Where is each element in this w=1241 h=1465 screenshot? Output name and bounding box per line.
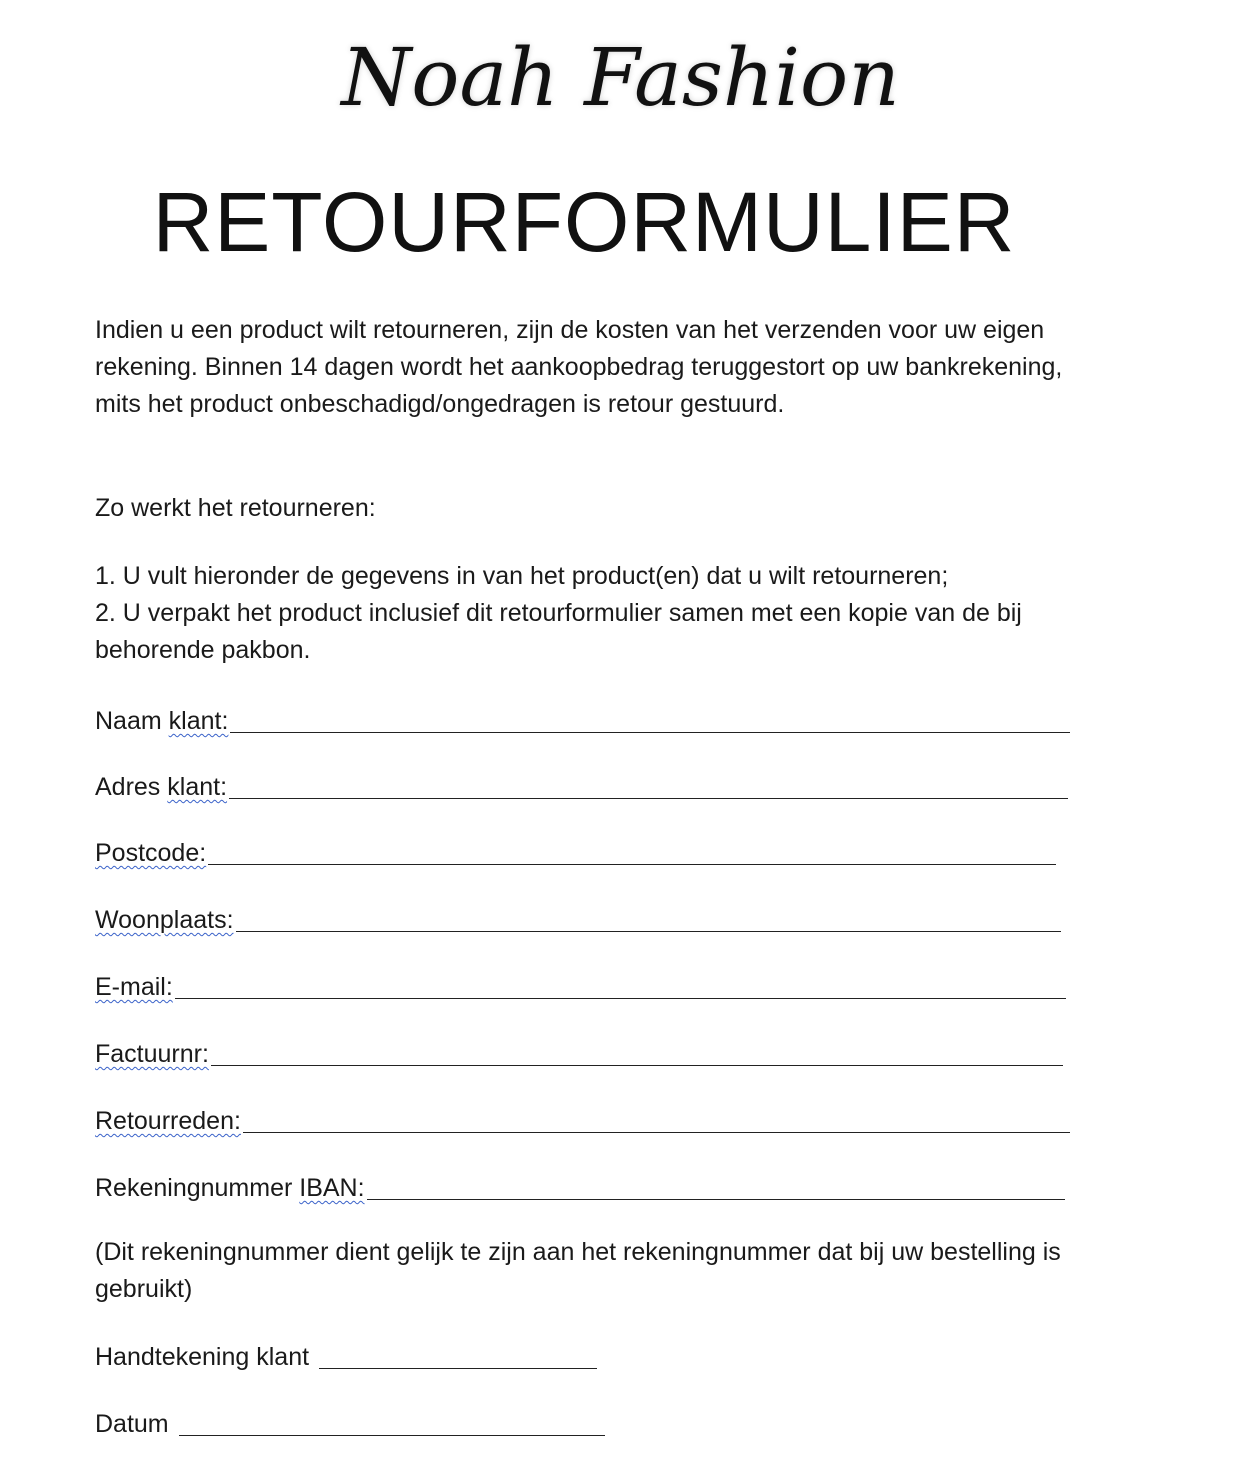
retourreden-input-line[interactable]	[243, 1131, 1070, 1133]
woonplaats-label: Woonplaats:	[95, 906, 234, 934]
iban-input-line[interactable]	[367, 1198, 1065, 1200]
howto-steps	[95, 558, 1105, 669]
adres-klant-input-line[interactable]	[229, 797, 1068, 799]
postcode-label: Postcode:	[95, 839, 207, 867]
retourreden-label: Retourreden:	[95, 1107, 241, 1135]
adres-label-squiggle: klant:	[167, 773, 228, 801]
iban-note	[95, 1234, 1105, 1308]
field-naam-klant[interactable]	[95, 700, 1070, 736]
step-1: 1. U vult hieronder de gegevens in van het product(en) dat u wilt retourneren;	[95, 562, 949, 590]
naam-label-squiggle: klant:	[168, 707, 229, 735]
page-title: RETOURFORMULIER	[152, 175, 1016, 269]
iban-note-text: (Dit rekeningnummer dient gelijk te zijn aan het rekeningnummer dat bij uw bestelling is gebruikt)	[95, 1238, 1061, 1303]
field-handtekening[interactable]	[95, 1336, 597, 1372]
field-adres-klant[interactable]	[95, 766, 1068, 802]
naam-klant-label	[95, 706, 228, 736]
factuurnr-input-line[interactable]	[211, 1064, 1063, 1066]
email-input-line[interactable]	[175, 997, 1066, 999]
howto-heading-text: Zo werkt het retourneren:	[95, 494, 376, 522]
adres-label-prefix: Adres	[95, 773, 168, 801]
field-factuurnr[interactable]	[95, 1033, 1063, 1069]
iban-label	[95, 1173, 365, 1203]
datum-label: Datum	[95, 1410, 169, 1438]
field-postcode[interactable]	[95, 832, 1056, 868]
iban-label-prefix: Rekeningnummer	[95, 1174, 300, 1202]
step-2: 2. U verpakt het product inclusief dit retourformulier samen met een kopie van de bij behorende pakbon.	[95, 599, 1022, 664]
howto-heading	[95, 490, 1105, 527]
handtekening-label: Handtekening klant	[95, 1343, 310, 1371]
intro-text: Indien u een product wilt retourneren, zijn de kosten van het verzenden voor uw eigen rekening. Binnen 14 dagen wordt het aankoopbedrag teruggestort op uw bankrekening, mits het product onbeschadigd/ongedragen is retour gestuurd.	[95, 316, 1063, 418]
field-datum[interactable]	[95, 1403, 605, 1439]
iban-label-squiggle: IBAN:	[299, 1174, 365, 1202]
email-label: E-mail:	[95, 973, 173, 1001]
intro-paragraph	[95, 312, 1105, 423]
naam-klant-input-line[interactable]	[230, 731, 1070, 733]
postcode-input-line[interactable]	[208, 863, 1056, 865]
handtekening-input-line[interactable]	[319, 1367, 597, 1369]
naam-label-prefix: Naam	[95, 707, 169, 735]
field-woonplaats[interactable]	[95, 899, 1061, 935]
factuurnr-label: Factuurnr:	[95, 1040, 209, 1068]
field-email[interactable]	[95, 966, 1066, 1002]
field-retourreden[interactable]	[95, 1100, 1070, 1136]
datum-input-line[interactable]	[179, 1434, 605, 1436]
adres-klant-label	[95, 772, 227, 802]
brand-title: Noah Fashion	[341, 31, 900, 124]
field-iban[interactable]	[95, 1167, 1065, 1203]
woonplaats-input-line[interactable]	[236, 930, 1061, 932]
